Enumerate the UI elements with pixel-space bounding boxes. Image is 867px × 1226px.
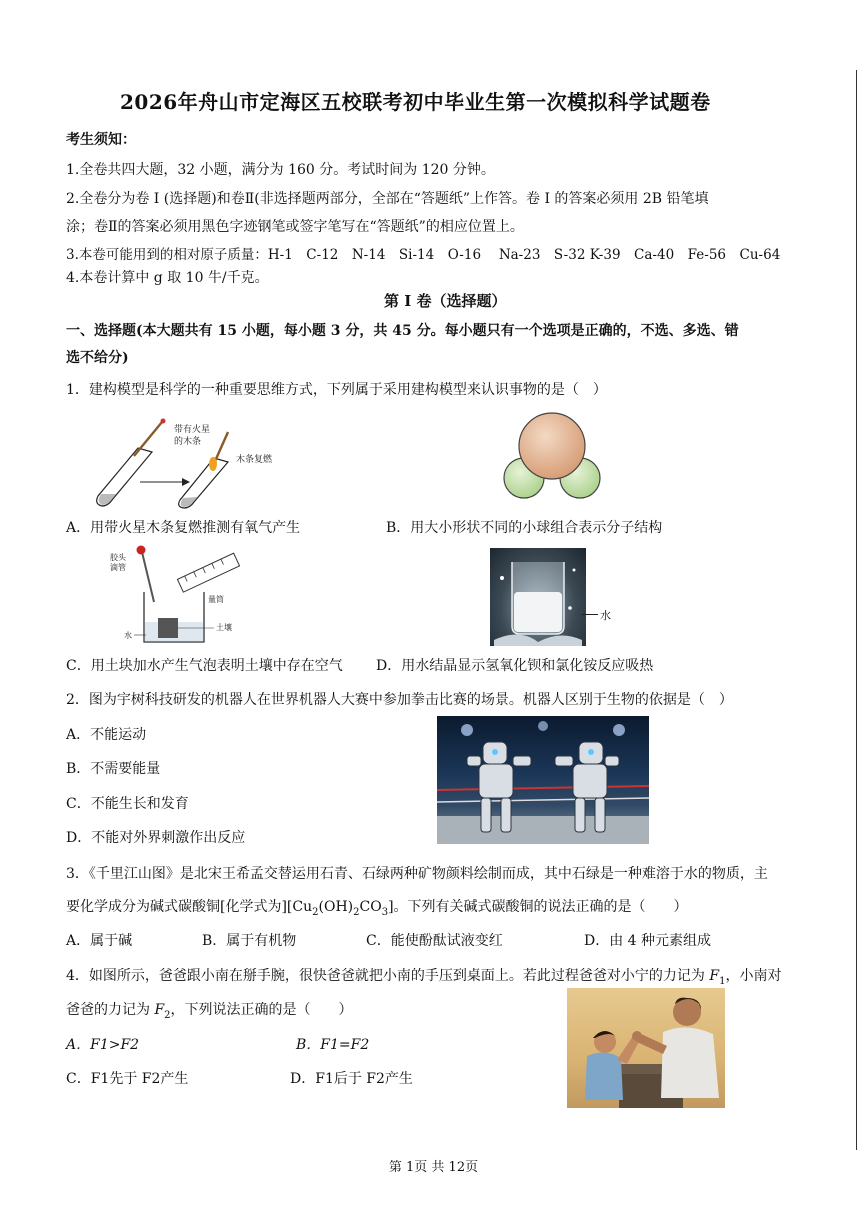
notice-line-2b: 涂；卷Ⅱ的答案必须用黑色字迹钢笔或签字笔写在“答题纸”的相应位置上。 [66, 219, 524, 235]
notice-line-2a: 2.全卷分为卷 I (选择题)和卷Ⅱ(非选择题两部分，全部在“答题纸”上作答。卷 I 的答案必须用 2B 铅笔填 [66, 191, 709, 207]
q1-figure-a [86, 410, 296, 510]
q2-stem: 2．图为宇树科技研发的机器人在世界机器人大赛中参加拳击比赛的场景。机器人区别于生物的依据是（ ） [66, 692, 733, 708]
q1-stem: 1．建构模型是科学的一种重要思维方式，下列属于采用建构模型来认识事物的是（ ） [66, 382, 607, 398]
label-glowing-splint-1: 带有火星 [174, 425, 211, 435]
notice-line-1: 1.全卷共四大题，32 小题，满分为 160 分。考试时间为 120 分钟。 [66, 162, 495, 178]
notice-heading: 考生须知： [66, 132, 136, 148]
q4-option-d: D．F1后于 F2产生 [290, 1071, 413, 1087]
q4-var-f1: F [709, 968, 720, 984]
beaker-icon [490, 548, 586, 646]
q4-stem-text-b: ，小南对 [725, 968, 782, 984]
q2-option-b: B．不需要能量 [66, 761, 161, 777]
q3-stem-line-1: 3．《千里江山图》是北宋王希孟交替运用石青、石绿两种矿物颜料绘制而成，其中石绿是一种难溶于水的物质，主 [66, 866, 768, 882]
q2-option-d: D．不能对外界刺激作出反应 [66, 830, 246, 846]
q1-figure-b-molecule [496, 410, 608, 502]
label-water: 水 [124, 631, 132, 640]
label-cylinder: 量筒 [208, 595, 224, 604]
q4-sub-2: 2 [164, 1009, 171, 1021]
q3-stem-text-c: CO [359, 899, 382, 915]
q2-option-c: C．不能生长和发育 [66, 796, 189, 812]
flame [209, 457, 217, 471]
q3-option-d: D．由 4 种元素组成 [584, 933, 712, 949]
q3-sub-1: 2 [312, 906, 319, 918]
q2-option-a: A．不能运动 [66, 727, 147, 743]
ember [161, 419, 166, 424]
q3-stem-text-a: 要化学成分为碱式碳酸铜[化学式为][Cu [66, 899, 313, 915]
q3-sub-3: 3 [381, 906, 389, 918]
q3-stem-text-b: (OH) [318, 899, 354, 915]
label-dropper-1: 胶头 [110, 553, 126, 562]
q4-stem-text-a: 4．如图所示，爸爸跟小南在掰手腕，很快爸爸就把小南的手压到桌面上。若此过程爸爸对小宁的力记为 [66, 968, 710, 984]
label-line [582, 614, 598, 615]
q4-stem-line-2 [66, 1000, 353, 1020]
page-footer: 第 1页 共 12页 [388, 1160, 479, 1175]
label-glowing-splint-2: 的木条 [174, 437, 202, 447]
notice-line-3: 3.本卷可能用到的相对原子质量：H-1 C-12 N-14 Si-14 O-16 Na-23 S-32 K-39 Ca-40 Fe-56 Cu-64 [66, 247, 781, 263]
q3-option-a: A．属于碱 [66, 933, 133, 949]
q1-figure-d-photo [490, 548, 586, 646]
q3-stem-text-d: ]。下列有关碱式碳酸铜的说法正确的是（ ） [388, 899, 688, 915]
q3-sub-2: 2 [353, 906, 360, 918]
q4-stem-text-d: ，下列说法正确的是（ ） [170, 1002, 353, 1018]
robots-icon [437, 716, 649, 844]
q4-stem-line-1 [66, 966, 781, 986]
q4-option-c: C．F1先于 F2产生 [66, 1071, 189, 1087]
q4-option-a: A．F1>F2 [66, 1037, 140, 1053]
part1-instruction-a: 一、选择题(本大题共有 15 小题，每小题 3 分，共 45 分。每小题只有一个选项是正确的，不选、多选、错 [66, 323, 739, 339]
q4-arm-wrestling-photo [567, 988, 725, 1108]
q4-option-b: B．F1=F2 [296, 1037, 370, 1053]
page-edge-line [856, 70, 857, 1150]
q1-fig-d-water-label: 水 [600, 609, 611, 622]
label-relight: 木条复燃 [236, 455, 273, 465]
large-atom [519, 413, 585, 479]
test-tube-left [97, 448, 152, 506]
q3-option-c: C．能使酚酞试液变红 [366, 933, 503, 949]
q1-option-a: A．用带火星木条复燃推测有氧气产生 [66, 520, 301, 536]
label-soil: 土壤 [216, 623, 232, 632]
q1-figure-c [108, 544, 258, 650]
q1-option-d: D．用水结晶显示氢氧化钡和氯化铵反应吸热 [376, 658, 654, 674]
q3-stem-line-2 [66, 897, 688, 917]
part1-instruction-b: 选不给分) [66, 350, 129, 366]
soil-block [158, 618, 178, 638]
q4-sub-1: 1 [719, 975, 726, 987]
q1-option-b: B．用大小形状不同的小球组合表示分子结构 [386, 520, 663, 536]
section-heading: 第 I 卷（选择题） [384, 292, 507, 310]
dropper-bulb [137, 546, 146, 555]
arm-wrestling-icon [567, 988, 725, 1108]
q1-option-c: C．用土块加水产生气泡表明土壤中存在空气 [66, 658, 343, 674]
q2-robot-boxing-photo [437, 716, 649, 844]
notice-line-4: 4.本卷计算中 g 取 10 牛/千克。 [66, 270, 269, 286]
q4-var-f2: F [154, 1002, 165, 1018]
exam-title: 2026年舟山市定海区五校联考初中毕业生第一次模拟科学试题卷 [120, 90, 711, 114]
q4-stem-text-c: 爸爸的力记为 [66, 1002, 155, 1018]
label-dropper-2: 滴管 [110, 563, 126, 572]
arrow-head [182, 478, 190, 486]
graduated-cylinder [177, 553, 239, 592]
q3-option-b: B．属于有机物 [202, 933, 297, 949]
